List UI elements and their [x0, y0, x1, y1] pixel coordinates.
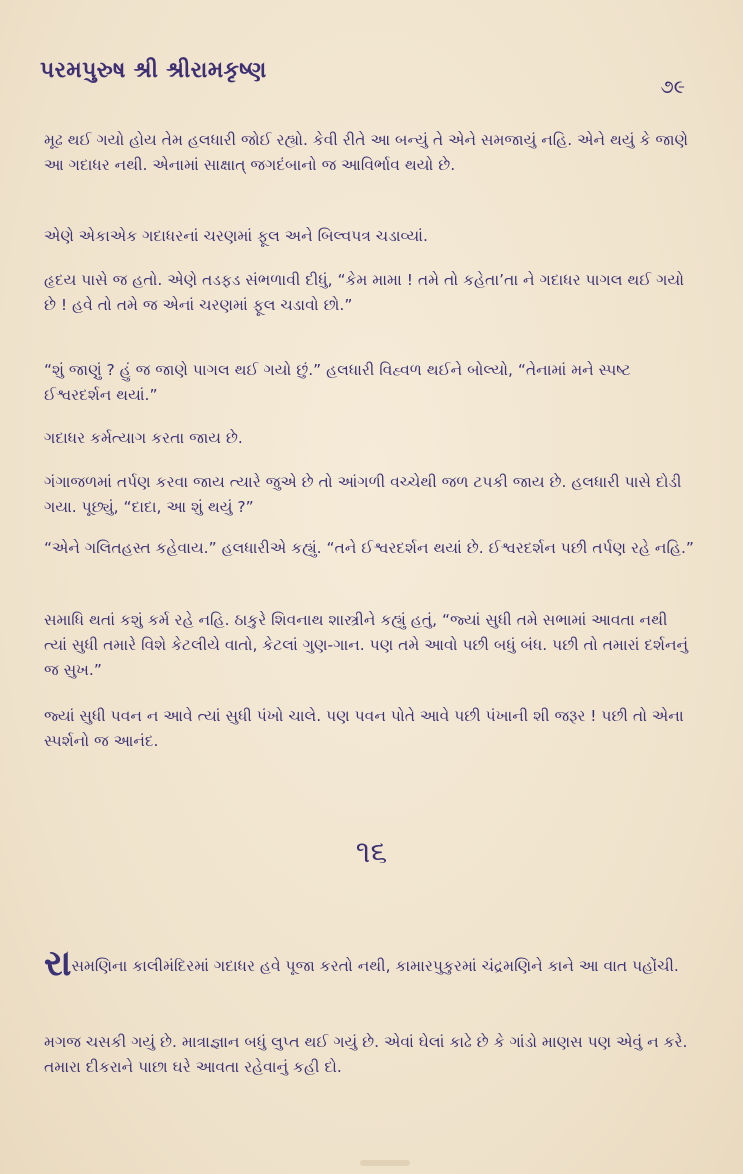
paragraph-5: ગદાધર કર્મત્યાગ કરતા જાય છે.	[44, 429, 243, 447]
paragraph-4: “શું જાણું ? હું જ જાણે પાગલ થઈ ગયો છું.” હલધારી વિહ્વળ થઈને બોલ્યો, “તેનામાં મને સ્પષ્ટ ઈશ્વરદર્શન થયાં.”	[44, 361, 631, 404]
chapter-opening-text: સમણિના કાલીમંદિરમાં ગદાધર હવે પૂજા કરતો નથી, કામારપુકુરમાં ચંદ્રમણિને કાને આ વાત પહોંચી.	[71, 957, 679, 975]
page-smudge	[360, 1160, 410, 1166]
paragraph-6: ગંગાજળમાં તર્પણ કરવા જાય ત્યારે જુએ છે તો આંગળી વચ્ચેથી જળ ટપકી જાય છે. હલધારી પાસે દોડી ગયા. પૂછ્યું, “દાદા, આ શું થયું ?”	[44, 473, 682, 516]
page-number: ૭૯	[660, 76, 685, 98]
paragraph-9: જ્યાં સુધી પવન ન આવે ત્યાં સુધી પંખો ચાલે. પણ પવન પોતે આવે પછી પંખાની શી જરૂર ! પછી તો એના સ્પર્શનો જ આનંદ.	[44, 707, 684, 750]
drop-cap: રા	[44, 943, 72, 984]
paragraph-8: સમાધિ થતાં કશું કર્મ રહે નહિ. ઠાકુરે શિવનાથ શાસ્ત્રીને કહ્યું હતું, “જ્યાં સુધી તમે સભામાં આવતા નથી ત્યાં સુધી તમારે વિશે કેટલીયે વાતો, કેટલાં ગુણ-ગાન. પણ તમે આવો પછી બધું બંધ. પછી તો તમારાં દર્શનનું જ સુખ.”	[44, 611, 689, 679]
running-header-title: પરમપુરુષ શ્રી શ્રીરામકૃષ્ણ	[40, 58, 267, 83]
paragraph-7: “એને ગલિતહસ્ત કહેવાય.” હલધારીએ કહ્યું. “તને ઈશ્વરદર્શન થયાં છે. ઈશ્વરદર્શન પછી તર્પણ રહે નહિ.”	[44, 539, 694, 557]
chapter-number: ૧૬	[355, 835, 388, 870]
paragraph-3: હૃદય પાસે જ હતો. એણે તડફડ સંભળાવી દીધું, “કેમ મામા ! તમે તો કહેતા’તા ને ગદાધર પાગલ થઈ ગયો છે ! હવે તો તમે જ એનાં ચરણમાં ફૂલ ચડાવો છો.”	[44, 271, 685, 314]
paragraph-1: મૂઢ થઈ ગયો હોય તેમ હલધારી જોઈ રહ્યો. કેવી રીતે આ બન્યું તે એને સમજાયું નહિ. એને થયું કે જાણે આ ગદાધર નથી. એનામાં સાક્ષાત્ જગદંબાનો જ આવિર્ભાવ થયો છે.	[44, 131, 689, 174]
paragraph-2: એણે એકાએક ગદાધરનાં ચરણમાં ફૂલ અને બિલ્વપત્ર ચડાવ્યાં.	[44, 227, 428, 245]
chapter-paragraph-2: મગજ ચસકી ગયું છે. માત્રાજ્ઞાન બધું લુપ્ત થઈ ગયું છે. એવાં ઘેલાં કાઢે છે કે ગાંડો માણસ પણ એવું ન કરે. તમારા દીકરાને પાછા ઘરે આવતા રહેવાનું કહી દો.	[44, 1033, 688, 1076]
chapter-opening-paragraph	[44, 943, 694, 984]
